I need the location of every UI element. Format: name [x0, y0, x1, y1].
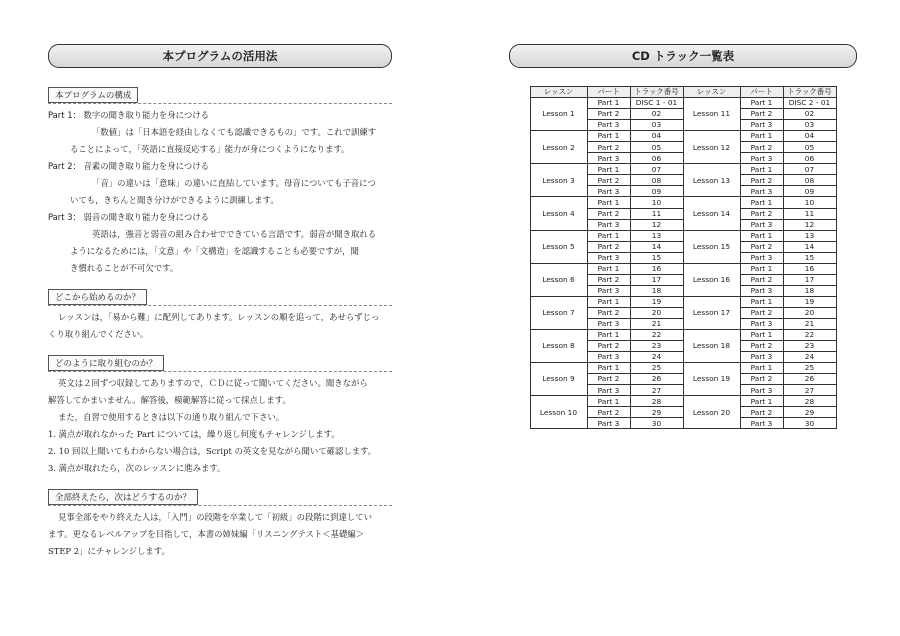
- part3-text: ようになるためには，「文意」や「文構造」を認識することも必要ですが，聞: [70, 246, 359, 256]
- part-cell: Part 2: [587, 341, 630, 352]
- lesson-cell: Lesson 14: [683, 197, 740, 230]
- track-cell: 06: [630, 153, 683, 164]
- part-cell: Part 3: [587, 318, 630, 329]
- track-cell: 14: [630, 241, 683, 252]
- lesson-cell: Lesson 10: [530, 396, 587, 429]
- track-cell: 28: [630, 396, 683, 407]
- track-cell: 22: [630, 330, 683, 341]
- track-cell: 26: [783, 374, 836, 385]
- track-cell: 30: [630, 418, 683, 429]
- track-cell: 24: [783, 352, 836, 363]
- table-header-row: [530, 87, 836, 98]
- column-header: パート: [587, 87, 630, 98]
- part-cell: Part 2: [740, 175, 783, 186]
- part-cell: Part 2: [587, 241, 630, 252]
- how-step: 3. 満点が取れたら，次のレッスンに進みます。: [48, 463, 226, 473]
- lesson-cell: Lesson 8: [530, 330, 587, 363]
- part-cell: Part 3: [587, 352, 630, 363]
- part-cell: Part 2: [740, 341, 783, 352]
- track-cell: 05: [783, 142, 836, 153]
- track-cell: 14: [783, 241, 836, 252]
- track-cell: 11: [630, 208, 683, 219]
- part1-text: 「数値」は「日本語を経由しなくても認識できるもの」です。これで訓練す: [92, 127, 377, 137]
- part-cell: Part 3: [740, 252, 783, 263]
- part-cell: Part 3: [587, 153, 630, 164]
- track-cell: 23: [630, 341, 683, 352]
- section-where-to-start: [48, 285, 392, 306]
- lesson-cell: Lesson 6: [530, 263, 587, 296]
- track-cell: 16: [630, 263, 683, 274]
- next-text: STEP 2」にチャレンジします。: [48, 546, 170, 556]
- part2-text: いても，きちんと聞き分けができるように訓練します。: [70, 195, 279, 205]
- column-header: レッスン: [530, 87, 587, 98]
- table-row: [530, 396, 836, 407]
- section-what-next: [48, 485, 392, 506]
- part1-heading: Part 1： 数字の聞き取り能力を身につける: [48, 110, 210, 120]
- part-cell: Part 2: [740, 241, 783, 252]
- track-cell: 13: [630, 230, 683, 241]
- track-cell: 26: [630, 374, 683, 385]
- table-row: [530, 230, 836, 241]
- track-cell: 07: [630, 164, 683, 175]
- part3-heading: Part 3： 弱音の聞き取り能力を身につける: [48, 212, 210, 222]
- track-cell: 18: [630, 285, 683, 296]
- track-cell: 02: [783, 109, 836, 120]
- part-cell: Part 3: [740, 120, 783, 131]
- column-header: パート: [740, 87, 783, 98]
- track-cell: 27: [630, 385, 683, 396]
- part3-text: き慣れることが不可欠です。: [70, 263, 179, 273]
- lesson-cell: Lesson 15: [683, 230, 740, 263]
- section-label: どこから始めるのか？: [48, 289, 147, 305]
- part-cell: Part 1: [740, 263, 783, 274]
- part-cell: Part 1: [587, 98, 630, 109]
- part-cell: Part 3: [740, 153, 783, 164]
- track-cell: 28: [783, 396, 836, 407]
- part-cell: Part 2: [740, 374, 783, 385]
- track-cell: 25: [783, 363, 836, 374]
- table-row: [530, 98, 836, 109]
- left-page: [48, 44, 392, 560]
- part-cell: Part 3: [740, 219, 783, 230]
- part-cell: Part 3: [587, 385, 630, 396]
- part-cell: Part 2: [587, 374, 630, 385]
- part-cell: Part 1: [587, 263, 630, 274]
- lesson-cell: Lesson 13: [683, 164, 740, 197]
- track-cell: 09: [630, 186, 683, 197]
- track-cell: 21: [630, 318, 683, 329]
- section-label: 全部終えたら，次はどうするのか？: [48, 489, 198, 505]
- track-cell: 19: [630, 296, 683, 307]
- track-cell: 03: [783, 120, 836, 131]
- part-cell: Part 1: [587, 230, 630, 241]
- part-cell: Part 3: [587, 285, 630, 296]
- start-text: レッスンは，「易から難」に配列してあります。レッスンの順を追って，あせらずじっ: [58, 312, 380, 322]
- part2-text: 「音」の違いは「意味」の違いに直結しています。母音についても子音につ: [92, 178, 376, 188]
- part-cell: Part 2: [740, 142, 783, 153]
- how-text: また，自習で使用するときは以下の通り取り組んで下さい。: [58, 412, 285, 422]
- section-label: どのように取り組むのか？: [48, 355, 164, 371]
- table-row: [530, 296, 836, 307]
- lesson-cell: Lesson 11: [683, 98, 740, 131]
- track-cell: 03: [630, 120, 683, 131]
- track-cell: 17: [783, 274, 836, 285]
- part-cell: Part 3: [740, 418, 783, 429]
- track-cell: 10: [783, 197, 836, 208]
- track-cell: 11: [783, 208, 836, 219]
- part-cell: Part 3: [740, 285, 783, 296]
- part-cell: Part 2: [587, 407, 630, 418]
- part3-text: 英語は，強音と弱音の組み合わせでできている言語です。弱音が聞き取れる: [92, 229, 377, 239]
- part-cell: Part 1: [587, 197, 630, 208]
- lesson-cell: Lesson 4: [530, 197, 587, 230]
- table-row: [530, 131, 836, 142]
- track-cell: 15: [630, 252, 683, 263]
- track-cell: 12: [783, 219, 836, 230]
- right-page: [509, 44, 857, 429]
- lesson-cell: Lesson 5: [530, 230, 587, 263]
- part-cell: Part 3: [587, 219, 630, 230]
- part-cell: Part 1: [740, 131, 783, 142]
- lesson-cell: Lesson 17: [683, 296, 740, 329]
- table-row: [530, 363, 836, 374]
- track-cell: 18: [783, 285, 836, 296]
- part-cell: Part 2: [587, 208, 630, 219]
- track-cell: 29: [783, 407, 836, 418]
- part2-heading: Part 2： 音素の聞き取り能力を身につける: [48, 161, 210, 171]
- part-cell: Part 3: [587, 120, 630, 131]
- lesson-cell: Lesson 20: [683, 396, 740, 429]
- part-cell: Part 2: [740, 407, 783, 418]
- track-cell: 09: [783, 186, 836, 197]
- column-header: トラック番号: [630, 87, 683, 98]
- part-cell: Part 2: [587, 274, 630, 285]
- part-cell: Part 1: [740, 230, 783, 241]
- how-text: 英文は２回ずつ収録してありますので，ＣＤに従って聞いてください。聞きながら: [58, 378, 368, 388]
- part-cell: Part 1: [740, 396, 783, 407]
- cd-track-table: [530, 86, 837, 429]
- part-cell: Part 1: [587, 363, 630, 374]
- next-text: ます。更なるレベルアップを目指して，本書の姉妹編「リスニングテスト＜基礎編＞: [48, 529, 365, 539]
- part-cell: Part 1: [740, 197, 783, 208]
- track-cell: 16: [783, 263, 836, 274]
- lesson-cell: Lesson 2: [530, 131, 587, 164]
- part-cell: Part 1: [740, 98, 783, 109]
- track-cell: 23: [783, 341, 836, 352]
- part-cell: Part 1: [740, 296, 783, 307]
- table-row: [530, 263, 836, 274]
- track-cell: 22: [783, 330, 836, 341]
- part-cell: Part 2: [587, 109, 630, 120]
- how-step: 1. 満点が取れなかった Part については，繰り返し何度もチャレンジします。: [48, 429, 340, 439]
- column-header: トラック番号: [783, 87, 836, 98]
- lesson-cell: Lesson 16: [683, 263, 740, 296]
- track-cell: 29: [630, 407, 683, 418]
- track-cell: 27: [783, 385, 836, 396]
- track-cell: 21: [783, 318, 836, 329]
- track-cell: 08: [630, 175, 683, 186]
- part-cell: Part 3: [740, 186, 783, 197]
- track-cell: 19: [783, 296, 836, 307]
- track-cell: 05: [630, 142, 683, 153]
- track-cell: 17: [630, 274, 683, 285]
- how-step: 2. 10 回以上聞いてもわからない場合は，Script の英文を見ながら聞いて確認します。: [48, 446, 377, 456]
- part-cell: Part 2: [740, 208, 783, 219]
- track-cell: 24: [630, 352, 683, 363]
- part-cell: Part 3: [740, 352, 783, 363]
- part-cell: Part 2: [587, 142, 630, 153]
- lesson-cell: Lesson 19: [683, 363, 740, 396]
- part-cell: Part 1: [587, 296, 630, 307]
- lesson-cell: Lesson 1: [530, 98, 587, 131]
- part-cell: Part 2: [740, 274, 783, 285]
- start-text: くり取り組んでください。: [48, 329, 149, 339]
- track-cell: 04: [630, 131, 683, 142]
- part-cell: Part 2: [587, 307, 630, 318]
- section-how-to: [48, 351, 392, 372]
- part1-text: ることによって，「英語に直接反応する」能力が身につくようになります。: [70, 144, 350, 154]
- lesson-cell: Lesson 9: [530, 363, 587, 396]
- part-cell: Part 3: [740, 385, 783, 396]
- track-cell: 12: [630, 219, 683, 230]
- table-row: [530, 164, 836, 175]
- table-row: [530, 197, 836, 208]
- lesson-cell: Lesson 7: [530, 296, 587, 329]
- track-cell: 06: [783, 153, 836, 164]
- section-label: 本プログラムの構成: [48, 87, 138, 103]
- right-page-title: CD トラック一覧表: [509, 44, 857, 68]
- lesson-cell: Lesson 3: [530, 164, 587, 197]
- track-cell: 10: [630, 197, 683, 208]
- left-page-title: 本プログラムの活用法: [48, 44, 392, 68]
- part-cell: Part 2: [740, 307, 783, 318]
- section-composition: [48, 83, 392, 104]
- part-cell: Part 3: [740, 318, 783, 329]
- track-cell: 15: [783, 252, 836, 263]
- track-cell: 07: [783, 164, 836, 175]
- how-text: 解答してかまいません。解答後，模範解答に従って採点します。: [48, 395, 291, 405]
- track-cell: 20: [630, 307, 683, 318]
- column-header: レッスン: [683, 87, 740, 98]
- part-cell: Part 1: [587, 396, 630, 407]
- track-cell: 20: [783, 307, 836, 318]
- next-text: 見事全部をやり終えた人は，「入門」の段階を卒業して「初級」の段階に到達してい: [58, 512, 373, 522]
- track-cell: 02: [630, 109, 683, 120]
- track-cell: DISC 2 - 01: [783, 98, 836, 109]
- track-cell: 25: [630, 363, 683, 374]
- part-cell: Part 3: [587, 186, 630, 197]
- part-cell: Part 1: [587, 164, 630, 175]
- part-cell: Part 3: [587, 418, 630, 429]
- part-cell: Part 1: [587, 330, 630, 341]
- part-cell: Part 2: [587, 175, 630, 186]
- part-cell: Part 1: [740, 330, 783, 341]
- part-cell: Part 1: [740, 363, 783, 374]
- part-cell: Part 1: [587, 131, 630, 142]
- track-cell: DISC 1 - 01: [630, 98, 683, 109]
- part-cell: Part 3: [587, 252, 630, 263]
- track-cell: 04: [783, 131, 836, 142]
- track-cell: 13: [783, 230, 836, 241]
- part-cell: Part 1: [740, 164, 783, 175]
- lesson-cell: Lesson 12: [683, 131, 740, 164]
- lesson-cell: Lesson 18: [683, 330, 740, 363]
- part-cell: Part 2: [740, 109, 783, 120]
- table-row: [530, 330, 836, 341]
- track-cell: 08: [783, 175, 836, 186]
- track-cell: 30: [783, 418, 836, 429]
